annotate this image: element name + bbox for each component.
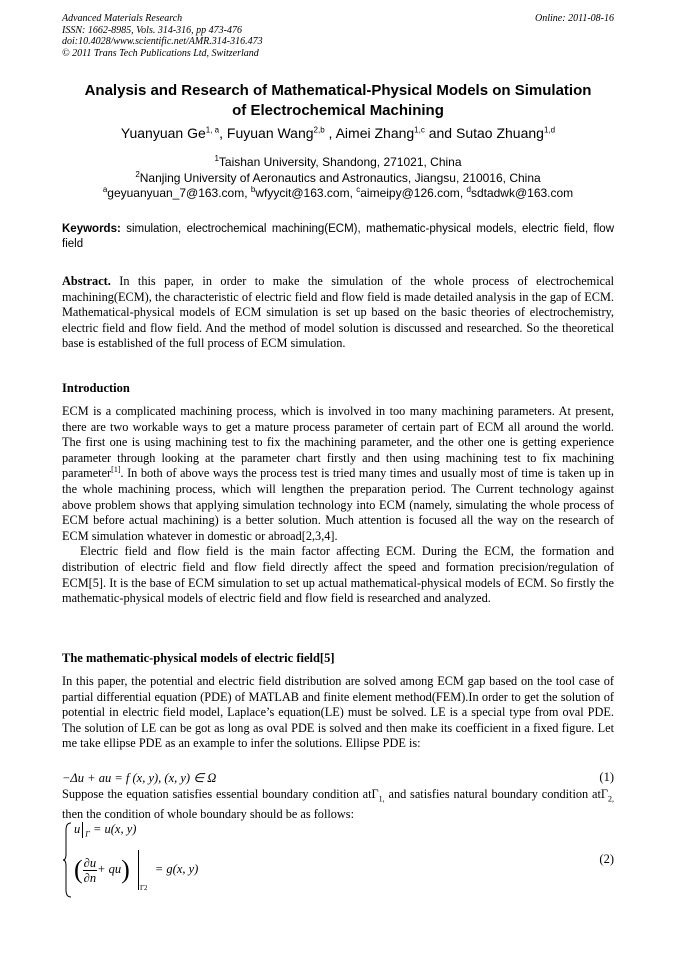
eq-term: + qu bbox=[97, 861, 122, 876]
email-sup: a bbox=[102, 185, 108, 194]
citation-ref: [1] bbox=[111, 465, 121, 475]
fraction-numerator: ∂u bbox=[83, 855, 97, 870]
gamma-subscript: Γ bbox=[85, 829, 90, 839]
intro-paragraph-1 bbox=[62, 404, 614, 544]
section-heading-models: The mathematic-physical models of electric field[5] bbox=[62, 651, 335, 665]
affiliations bbox=[62, 155, 614, 202]
eval-bar bbox=[82, 822, 83, 838]
affiliation-sup: 2 bbox=[135, 169, 140, 179]
boundary-text: and satisfies natural boundary condition at bbox=[384, 787, 601, 801]
affiliation-2 bbox=[62, 171, 614, 187]
author-name: Fuyuan Wang bbox=[226, 125, 314, 141]
copyright-line: © 2011 Trans Tech Publications Ltd, Switzerland bbox=[62, 47, 259, 59]
email-sup: c bbox=[356, 185, 361, 194]
author-sup: 1,c bbox=[414, 125, 425, 135]
fraction-denominator: ∂n bbox=[83, 870, 97, 885]
equation-2-line-2 bbox=[74, 850, 198, 890]
eval-bar bbox=[138, 850, 139, 890]
partial-fraction bbox=[83, 856, 97, 885]
affiliation-text: Taishan University, Shandong, 271021, China bbox=[218, 155, 462, 169]
email-link[interactable]: geyuanyuan_7@163.com bbox=[107, 186, 245, 200]
affiliation-text: Nanjing University of Aeronautics and Astronautics, Jiangsu, 210016, China bbox=[139, 170, 541, 185]
email-separator: , bbox=[349, 186, 357, 200]
title-line-2: of Electrochemical Machining bbox=[232, 101, 444, 119]
author-list bbox=[62, 124, 614, 142]
author-name: Yuanyuan Ge bbox=[120, 125, 206, 141]
title-line-1: Analysis and Research of Mathematical-Physical Models on Simulation bbox=[84, 82, 592, 99]
doi-line: doi:10.4028/www.scientific.net/AMR.314-316.473 bbox=[62, 36, 263, 47]
author-sup: 1,d bbox=[543, 125, 556, 135]
right-paren-icon: ) bbox=[121, 855, 130, 884]
models-body bbox=[62, 674, 614, 752]
issn-line: ISSN: 1662-8985, Vols. 314-316, pp 473-476 bbox=[62, 24, 242, 36]
author-name: Sutao Zhuang bbox=[455, 125, 544, 141]
eq-rhs: = g(x, y) bbox=[154, 861, 199, 876]
models-paragraph-2 bbox=[62, 787, 614, 823]
author-separator: , bbox=[324, 125, 336, 141]
email-link[interactable]: sdtadwk@163.com bbox=[470, 186, 574, 200]
abstract-label: Abstract. bbox=[62, 274, 111, 288]
gamma-index: 2 bbox=[144, 884, 148, 892]
gamma-symbol: Γ bbox=[371, 787, 379, 801]
introduction-body bbox=[62, 404, 614, 607]
left-paren-icon: ( bbox=[74, 855, 83, 884]
eq-rhs: = u(x, y) bbox=[92, 822, 137, 836]
email-link[interactable]: wfyycit@163.com bbox=[255, 186, 350, 200]
email-sup: d bbox=[466, 185, 471, 194]
affiliation-1 bbox=[62, 155, 614, 171]
abstract-text: In this paper, in order to make the simulation of the whole process of electrochemical machining(ECM), the characteristic of electric field and flow field is made detailed analysis in the gap of ECM. Mathematical-physical models of ECM simulation is set up based on the basic theories of electrochemistry, electric field and flow field. And the method of model solution is discussed and researched. So the theoretical base is established of the full process of ECM simulation. bbox=[62, 274, 614, 351]
abstract bbox=[62, 274, 614, 352]
affiliation-sup: 1 bbox=[214, 154, 219, 163]
email-sup: b bbox=[250, 185, 256, 194]
author-sup: 1, a bbox=[205, 125, 220, 135]
intro-text: ECM is a complicated machining process, which is involved in too many machining parameters. At present, there are two workable ways to get a mature process parameter of certain part of ECM all around the world. The first one is using machining test to fix the machining parameter, and the other one is getting experience parameter through looking at the parameter chart firstly and then using machining test to fix machining parameter bbox=[62, 404, 614, 481]
email-separator: , bbox=[244, 186, 251, 200]
author-name: Aimei Zhang bbox=[335, 125, 415, 141]
online-date: Online: 2011-08-16 bbox=[535, 13, 614, 24]
equation-1: −Δu + au = f (x, y), (x, y) ∈ Ω bbox=[62, 771, 217, 785]
eq-variable: u bbox=[74, 822, 81, 836]
intro-paragraph-2: Electric field and flow field is the main factor affecting ECM. During the ECM, the formation and distribution of electric field and flow field directly affect the speed and formation precision/regulation of ECM[5]. It is the base of ECM simulation to set up actual mathematical-physical models of ECM. So firstly the mathematic-physical models of electric field and flow field is researched and analyzed. bbox=[62, 544, 614, 606]
email-list bbox=[62, 186, 614, 202]
author-separator: and bbox=[424, 125, 456, 141]
equation-2-number: (2) bbox=[599, 852, 614, 866]
keywords bbox=[62, 222, 614, 251]
gamma-symbol: Γ bbox=[600, 787, 608, 801]
gamma-2-subscript bbox=[140, 884, 148, 892]
gamma-subscript: 1, bbox=[378, 794, 385, 804]
journal-name: Advanced Materials Research bbox=[62, 13, 183, 24]
gamma-subscript: 2, bbox=[608, 794, 614, 804]
email-link[interactable]: aimeipy@126.com bbox=[360, 186, 460, 200]
boundary-text: Suppose the equation satisfies essential boundary condition at bbox=[62, 787, 372, 801]
equation-1-number: (1) bbox=[599, 770, 614, 784]
author-sup: 2,b bbox=[313, 125, 325, 135]
boundary-text: then the condition of whole boundary should be as follows: bbox=[62, 807, 355, 822]
keywords-label: Keywords: bbox=[62, 223, 121, 235]
models-paragraph-1: In this paper, the potential and electric field distribution are solved among ECM gap based on the tool case of partial differential equation (PDE) of MATLAB and finite element method(FEM).In order to get the solution of potential in electric field model, Laplace’s equation(LE) must be solved. LE is a special type from oval PDE. The solution of LE can be got as long as oval PDE is solved and then make its coefficient in a fixed figure. Let me take ellipse PDE as an example to infer the solutions. Ellipse PDE is: bbox=[62, 674, 614, 751]
section-heading-introduction: Introduction bbox=[62, 381, 130, 395]
author-separator: , bbox=[219, 125, 227, 141]
journal-header bbox=[62, 13, 263, 59]
gamma-symbol: Γ bbox=[140, 884, 145, 892]
intro-text: . In both of above ways the process test is tried many times and usually most of time is taken up in the whole machining process, which will lengthen the preparation period. The Current technology against above problem shows that applying simulation technology into ECM (namely, simulating the whole process of ECM before actual machining) is a better solution. Much attention is focused all the way on the research of ECM simulation whatever in domestic or abroad[2,3,4]. bbox=[62, 466, 614, 543]
equation-2-line-1 bbox=[74, 822, 136, 839]
left-brace-icon bbox=[62, 822, 72, 898]
paper-title bbox=[62, 81, 614, 120]
keywords-text: simulation, electrochemical machining(ECM), mathematic-physical models, electric field, flow field bbox=[62, 223, 614, 250]
email-separator: , bbox=[459, 186, 467, 200]
